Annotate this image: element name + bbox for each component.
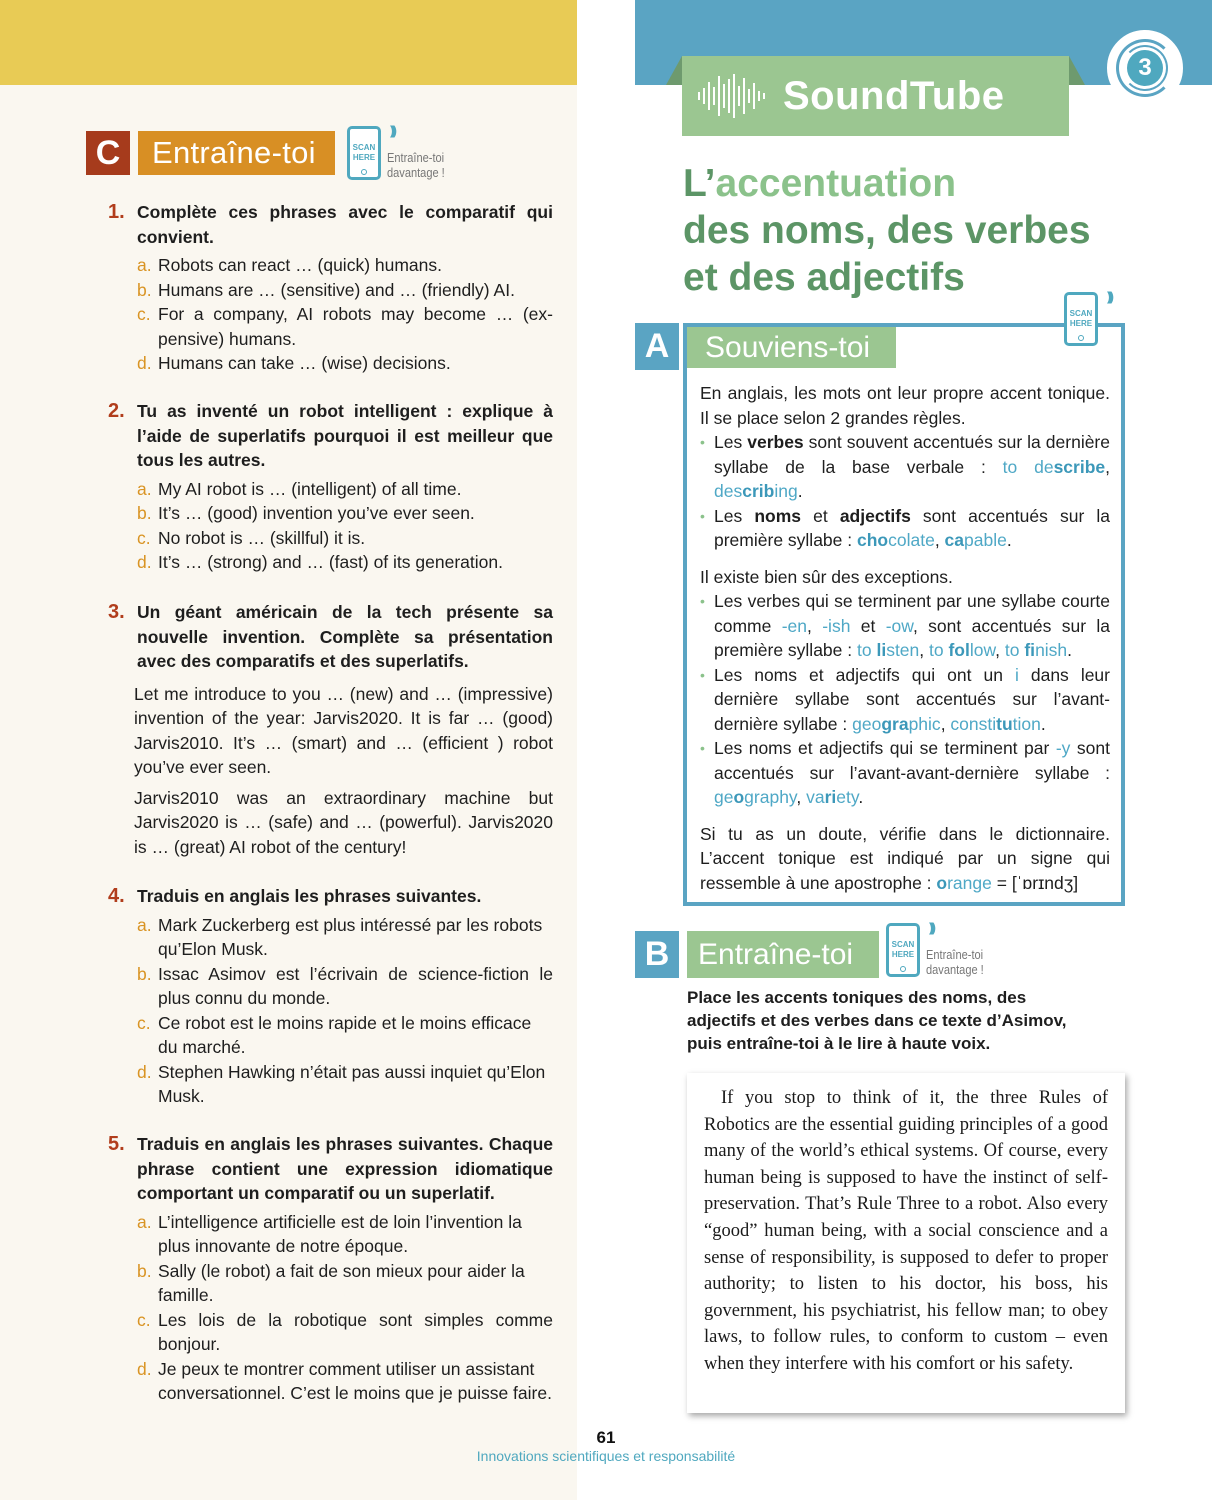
banner-fold-left: [666, 56, 682, 85]
page-number: 61: [596, 1428, 616, 1447]
here-text: HERE: [891, 950, 915, 959]
exercise-item: [137, 526, 553, 551]
exercise-instruction: Traduis en anglais les phrases suivantes.: [137, 886, 482, 906]
scan-caption: [926, 947, 984, 977]
item-letter: d.: [137, 1358, 152, 1379]
banner-fold-right: [1069, 56, 1085, 85]
exception-y-ending: • Les noms et adjectifs qui se terminent par -y sont accentués sur l’avant-avant-dernière syllabe : geography, variety.: [700, 736, 1110, 810]
item-letter: d.: [137, 353, 152, 373]
title-line1: accentuation: [715, 162, 957, 205]
exercise-paragraph: Let me introduce to you … (new) and … (impressive) invention of the year: Jarvis2020. It is far … (good) Jarvis2010. It’s … (smart) and … (efficient ) robot you’ve ever seen.: [134, 683, 553, 777]
unit-badge: [1107, 30, 1183, 106]
exercise-number: 5.: [108, 1133, 125, 1155]
exercise-number: 1.: [108, 201, 125, 223]
item-letter: d.: [137, 1061, 152, 1082]
rule-nouns-adjectives: • Les noms et adjectifs sont accentués sur la première syllabe : chocolate, capable.: [700, 504, 1110, 553]
unit-number: 3: [1127, 50, 1163, 86]
exercise-instruction: Complète ces phrases avec le comparatif qui convient.: [137, 202, 553, 247]
item-letter: b.: [137, 1260, 152, 1281]
exercise-item: [137, 1011, 553, 1060]
exception-i-ending: • Les noms et adjectifs qui ont un i dans leur dernière syllabe sont accentués sur l’avant-dernière syllabe : geographic, constitution.: [700, 663, 1110, 737]
item-letter: b.: [137, 279, 152, 300]
scan-caption-line2: davantage !: [387, 165, 445, 180]
scan-text: SCAN: [1069, 309, 1093, 318]
exercise-item: [137, 253, 553, 278]
page-title: [683, 160, 1103, 301]
exercise-item: [137, 1210, 553, 1259]
exercise-item: [137, 351, 553, 376]
bullet-icon: •: [700, 666, 705, 683]
scan-here-link[interactable]: [1064, 289, 1111, 346]
item-letter: a.: [137, 1211, 152, 1232]
rule-verbs: • Les verbes sont souvent accentués sur la dernière syllabe de la base verbale : to describe, describing.: [700, 430, 1110, 504]
item-text: Humans can take … (wise) decisions.: [158, 353, 451, 373]
here-text: HERE: [352, 153, 376, 162]
scan-here-link[interactable]: [886, 920, 994, 977]
scan-here-link[interactable]: [347, 123, 455, 180]
asimov-quote-box: [687, 1073, 1125, 1413]
soundtube-label: SoundTube: [783, 73, 1005, 118]
here-text: HERE: [1069, 319, 1093, 328]
item-text: Issac Asimov est l’écrivain de science-fiction le plus connu du monde.: [158, 963, 553, 1008]
scan-text: SCAN: [352, 143, 376, 152]
exercise-item: [137, 302, 553, 351]
exercise-item: [137, 278, 553, 303]
item-text: No robot is … (skillful) it is.: [158, 527, 366, 548]
exercise-1: [108, 200, 553, 376]
item-letter: c.: [137, 1012, 151, 1033]
scan-caption-line1: Entraîne-toi: [926, 947, 984, 962]
title-line3: et des adjectifs: [683, 256, 965, 299]
left-header-band: [0, 0, 577, 85]
item-letter: b.: [137, 503, 152, 523]
signal-waves-icon: ))): [1107, 289, 1111, 304]
exercise-item: [137, 477, 553, 502]
phone-scan-icon: [1064, 289, 1111, 346]
scan-caption-line2: davantage !: [926, 962, 984, 977]
exercise-instruction: Un géant américain de la tech présente sa nouvelle invention. Complète sa présentation avec des comparatifs et des superlatifs.: [137, 602, 553, 671]
bullet-icon: •: [700, 593, 705, 609]
item-text: My AI robot is … (intelligent) of all time.: [158, 478, 462, 499]
exercise-instruction: Tu as inventé un robot intelligent : explique à l’aide de superlatifs pourquoi il est meilleur que tous les autres.: [137, 401, 553, 470]
exercise-item: [137, 501, 553, 526]
exercise-3: [108, 600, 553, 859]
item-letter: d.: [137, 552, 152, 572]
item-text: Humans are … (sensitive) and … (friendly) AI.: [158, 279, 515, 300]
exceptions-intro: Il existe bien sûr des exceptions.: [700, 566, 953, 587]
item-text: For a company, AI robots may become … (ex-pensive) humans.: [158, 304, 553, 349]
exercise-number: 4.: [108, 885, 125, 907]
item-text: Sally (le robot) a fait de son mieux pour aider la famille.: [158, 1260, 525, 1305]
section-b-instruction: Place les accents toniques des noms, des adjectifs et des verbes dans ce texte d’Asimov, puis entraîne-toi à le lire à haute voix.: [687, 988, 1067, 1053]
item-text: Robots can react … (quick) humans.: [158, 255, 443, 275]
item-text: Les lois de la robotique sont simples comme bonjour.: [158, 1309, 553, 1354]
dictionary-note: Si tu as un doute, vérifie dans le dictionnaire. L’accent tonique est indiqué par un signe qui ressemble à une apostrophe : orange = [ˈɒrɪndʒ]: [700, 823, 1110, 893]
item-text: Mark Zuckerberg est plus intéressé par les robots qu’Elon Musk.: [158, 914, 543, 959]
item-letter: a.: [137, 478, 152, 499]
signal-waves-icon: ))): [390, 123, 394, 138]
exercise-item: [137, 1060, 553, 1109]
section-letter: C: [86, 131, 130, 175]
phone-scan-icon: [886, 920, 933, 977]
scan-caption: [387, 150, 445, 180]
exercise-number: 3.: [108, 601, 125, 623]
scan-text: SCAN: [891, 940, 915, 949]
exercise-4: [108, 884, 553, 1109]
bullet-icon: •: [700, 740, 705, 756]
exercise-item: [137, 1259, 553, 1308]
item-letter: c.: [137, 527, 151, 548]
exercise-item: [137, 1308, 553, 1357]
exercise-item: [137, 1357, 553, 1406]
title-line2: des noms, des verbes: [683, 209, 1091, 252]
item-text: It’s … (good) invention you’ve ever seen.: [158, 503, 475, 523]
scan-caption-line1: Entraîne-toi: [387, 150, 445, 165]
phone-button-icon: [1078, 335, 1084, 341]
signal-waves-icon: ))): [929, 920, 933, 935]
item-text: Stephen Hawking n’était pas aussi inquiet qu’Elon Musk.: [158, 1061, 546, 1106]
exercise-paragraph: Jarvis2010 was an extraordinary machine but Jarvis2020 is … (safe) and … (powerful). Jarvis2020 is … (great) AI robot of the century!: [134, 787, 553, 857]
asimov-quote: If you stop to think of it, the three Rules of Robotics are the essential guiding principles of a good many of the world’s ethical systems. Of course, every human being is supposed to have the instinct of self-preservation. That’s Rule Three to a robot. Also every “good” human being, with a social conscience and a sense of responsibility, is supposed to defer to proper authority; to listen to his doctor, his boss, his government, his psychiatrist, his fellow man; to obey laws, to follow rules, to conform to custom – even when they interfere with his comfort or his safety.: [704, 1088, 1108, 1374]
item-letter: a.: [137, 914, 152, 935]
section-a-title: Souviens-toi: [687, 327, 896, 368]
item-letter: b.: [137, 963, 152, 984]
item-text: It’s … (strong) and … (fast) of its generation.: [158, 552, 503, 572]
bullet-icon: •: [700, 434, 705, 450]
bullet-icon: •: [700, 507, 705, 524]
item-letter: c.: [137, 304, 151, 324]
section-a-letter: A: [635, 323, 679, 370]
section-b-letter: B: [635, 931, 679, 978]
exercise-item: [137, 913, 553, 962]
souviens-toi-content: [700, 381, 1110, 895]
soundtube-banner: [682, 56, 1069, 136]
section-b-title: Entraîne-toi: [687, 931, 879, 978]
item-letter: c.: [137, 1309, 151, 1330]
item-text: Je peux te montrer comment utiliser un assistant conversationnel. C’est le moins que je puisse faire.: [158, 1358, 552, 1403]
exercise-item: [137, 550, 553, 575]
exercise-2: [108, 399, 553, 575]
item-text: L’intelligence artificielle est de loin l’invention la plus innovante de notre époque.: [158, 1211, 522, 1256]
title-apostrophe: L’: [683, 162, 716, 205]
section-title: Entraîne-toi: [138, 131, 335, 175]
phone-scan-icon: [347, 123, 394, 180]
exercise-item: [137, 962, 553, 1011]
phone-button-icon: [361, 169, 367, 175]
exercise-instruction: Traduis en anglais les phrases suivantes. Chaque phrase contient une expression idiomatique comportant un comparatif ou un superlatif.: [137, 1134, 553, 1203]
chapter-subtitle: Innovations scientifiques et responsabilité: [476, 1448, 736, 1464]
section-c-header: [86, 123, 455, 180]
sound-wave-icon: [698, 73, 765, 119]
intro-text: En anglais, les mots ont leur propre accent tonique. Il se place selon 2 grandes règles.: [700, 383, 1110, 428]
phone-button-icon: [900, 966, 906, 972]
exercise-number: 2.: [108, 400, 125, 422]
item-letter: a.: [137, 255, 152, 275]
item-text: Ce robot est le moins rapide et le moins efficace du marché.: [158, 1012, 532, 1057]
exception-short-syllable: • Les verbes qui se terminent par une syllabe courte comme -en, -ish et -ow, sont accentués sur la première syllabe : to listen, to follow, to finish.: [700, 589, 1110, 663]
exercise-5: [108, 1132, 553, 1406]
